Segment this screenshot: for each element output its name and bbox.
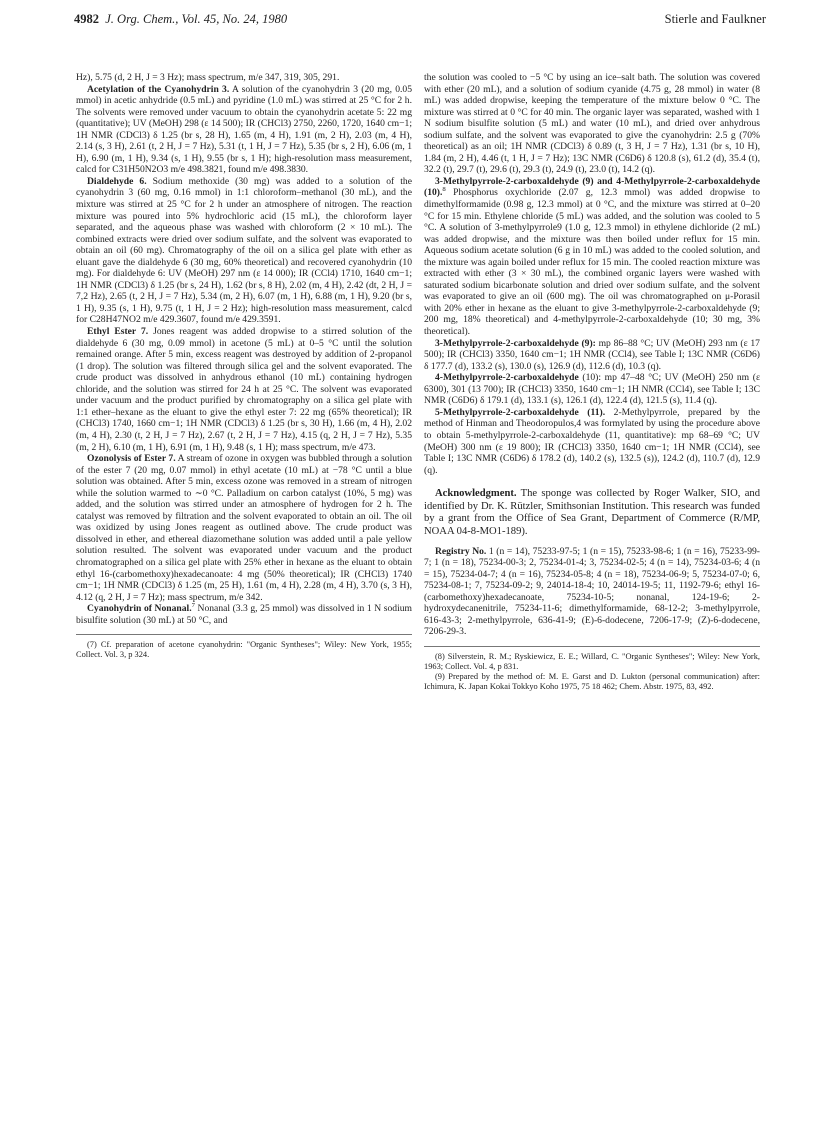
- registry-text: 1 (n = 14), 75233-97-5; 1 (n = 15), 75233-98-6; 1 (n = 16), 75233-99-7; 1 (n = 18), 75234-00-3; 2, 75234-01-4; 3, 75234-02-5; 4 (n = 14), 75234-03-6; 4 (n = 15), 75234-04-7; 4 (n = 16), 75234-05-8; 4 (n = 18), 75234-06-9; 5, 75234-07-0; 6, 75234-08-1; 7, 75234-09-2; 9, 24014-18-4; 10, 24014-19-5; 11, 1192-79-6; ethyl 16-(carbomethoxy)hexadecanoate, 75234-10-5; nonanal, 124-19-6; 2-hydroxydecanenitrile, 75234-11-6; dimethylformamide, 68-12-2; 3-methylpyrrole, 616-43-3; 2-methylpyrrole, 636-41-9; (E)-6-dodecene, 7206-17-9; (Z)-6-dodecene, 7206-29-3.: [424, 545, 761, 638]
- section-heading: 4-Methylpyrrole-2-carboxaldehyde: [435, 372, 579, 384]
- footnote-7: (7) Cf. preparation of acetone cyanohydrin: "Organic Syntheses"; Wiley: New York, 1955; Collect. Vol. 3, p 324.: [76, 640, 412, 660]
- paragraph-compound-11: [424, 407, 760, 476]
- paragraph-ozonolysis: [76, 453, 412, 603]
- section-heading: Ozonolysis of Ester 7.: [87, 453, 176, 465]
- paragraph-text: Jones reagent was added dropwise to a stirred solution of the dialdehyde 6 (30 mg, 0.09 mmol) in acetone (5 mL) at 0–5 °C until the solution remained orange. After 5 min, excess reagent was destroyed by addition of 2-propanol (1 drop). The solution was filtered through silica gel and the solvent evaporated. The crude product was dissolved in anhydrous ethanol (10 mL) containing hydrogen chloride, and the solution was stirred for 24 h at 25 °C. The solvent was evaporated under vacuum and the product purified by chromatography on a silica gel plate with 1:1 ether–hexane as the eluant to give the ethyl ester 7: 22 mg (65% theoretical); IR (CHCl3) 1740, 1660 cm−1; 1H NMR (CDCl3) δ 1.25 (br s, 30 H), 1.66 (m, 4 H), 2.02 (m, 4 H), 2.30 (t, 2 H, J = 7 Hz), 2.67 (t, 2 H, J = 7 Hz), 4.15 (q, 2 H, J = 7 Hz), 5.35 (m, 2 H), 6.10 (m, 1 H), 6.91 (m, 1 H), 9.48 (s, 1 H); mass spectrum, m/e 473.: [76, 326, 412, 453]
- acknowledgment: [424, 488, 760, 538]
- section-heading: Ethyl Ester 7.: [87, 326, 149, 338]
- paragraph: Hz), 5.75 (d, 2 H, J = 3 Hz); mass spectrum, m/e 347, 319, 305, 291.: [76, 72, 340, 83]
- journal-citation: J. Org. Chem., Vol. 45, No. 24, 1980: [105, 12, 288, 26]
- page-number: 4982: [74, 12, 99, 26]
- section-heading: Cyanohydrin of Nonanal.: [87, 603, 192, 615]
- footnote-ref: 8: [442, 186, 446, 194]
- section-heading: 3-Methylpyrrole-2-carboxaldehyde (9) and 4-Methylpyrrole-2-carboxaldehyde (10).: [424, 175, 760, 199]
- paragraph-dialdehyde: [76, 176, 412, 326]
- paragraph-text: (10): mp 47–48 °C; UV (MeOH) 250 nm (ε 6300), 301 (13 700); IR (CHCl3) 3350, 1640 cm−1; 1H NMR (CCl4), see Table I; 13C NMR (C6D6) δ 179.1 (d), 133.1 (s), 126.1 (d), 122.4 (d), 121.5 (s), 11.4 (q).: [424, 372, 760, 407]
- paragraph-text: Nonanal (3.3 g, 25 mmol) was dissolved in 1 N sodium bisulfite solution (30 mL) at 50 °C, and: [76, 603, 412, 626]
- acknowledgment-text: The sponge was collected by Roger Walker, SIO, and identified by Dr. K. Rützler, Smithsonian Institution. This research was funded by a grant from the Office of Sea Grant, Department of Commerce (R/MP, NOAA 04-8-MO1-189).: [424, 488, 760, 537]
- section-heading: Dialdehyde 6.: [87, 175, 147, 187]
- paragraph-text: mp 86–88 °C; UV (MeOH) 293 nm (ε 17 500); IR (CHCl3) 3350, 1640 cm−1; 1H NMR (CCl4), see Table I; 13C NMR (C6D6) δ 177.7 (d), 133.2 (s), 130.0 (s), 126.9 (d), 112.6 (d), 10.3 (q).: [424, 337, 760, 372]
- paragraph-text: Phosphorus oxychloride (2.07 g, 12.3 mmol) was added dropwise to dimethylformamide (0.98 g, 12.3 mmol) at 0 °C, and the mixture was stirred at 0–20 °C for 15 min. Ethylene chloride (5 mL) was added, and the solution was cooled to 5 °C. A solution of 3-methylpyrrole9 (1.0 g, 12.3 mmol) in ethylene dichloride (2 mL) was added dropwise, and the mixture was then boiled under reflux for 15 min. Aqueous sodium acetate solution (6 g in 10 mL) was added to the cooled solution, and the mixture was again boiled under reflux for 15 min. The cooled reaction mixture was extracted with ether (3 × 30 mL), the combined organic layers were washed with saturated sodium bicarbonate solution and dried over sodium sulfate, and the solvent was evaporated to give an oil (600 mg). The oil was chromatographed on μ-Porasil with 20% ether in hexane as the eluant to give 3-methylpyrrole-2-carboxaldehyde (9; 200 mg, 18% theoretical) and 4-methylpyrrole-2-carboxaldehyde (10; 30 mg, 3% theoretical).: [424, 187, 760, 338]
- footnote-ref: 7: [191, 601, 195, 609]
- footnote-9: (9) Prepared by the method of: M. E. Garst and D. Lukton (personal communication) after: Ichimura, K. Japan Kokai Tokkyo Koho 1975, 75 18 462; Chem. Abstr. 1975, 83, 492.: [424, 671, 760, 691]
- paragraph-acetylation: [76, 84, 412, 176]
- section-heading: 5-Methylpyrrole-2-carboxaldehyde (11).: [435, 406, 606, 418]
- header-left: [74, 12, 287, 27]
- paragraph-ethyl-ester: [76, 326, 412, 453]
- registry-numbers: [424, 546, 760, 638]
- section-heading: Acetylation of the Cyanohydrin 3.: [87, 83, 230, 95]
- footnote-divider: [424, 646, 760, 647]
- paragraph-compound-10: [424, 372, 760, 407]
- paragraph-text: A solution of the cyanohydrin 3 (20 mg, 0.05 mmol) in acetic anhydride (0.5 mL) and pyridine (1.0 mL) was stirred at 25 °C for 2 h. The solvents were removed under vacuum to obtain the cyanohydrin acetate 5: 22 mg (quantitative); UV (MeOH) 298 (ε 14 500); IR (CHCl3) 2750, 2260, 1720, 1640 cm−1; 1H NMR (CDCl3) δ 1.25 (br s, 28 H), 1.65 (m, 4 H), 1.91 (m, 2 H), 2.03 (m, 4 H), 2.14 (s, 3 H), 2.61 (t, 2 H, J = 7 Hz), 5.31 (t, 1 H, J = 7 Hz), 5.35 (br s, 2 H), 6.06 (m, 1 H), 6.90 (m, 1 H), 9.34 (s, 1 H), 9.55 (br s, 1 H); high-resolution mass measurement, calcd for C31H50N2O3 m/e 498.3821, found m/e 498.3830.: [76, 83, 413, 176]
- acknowledgment-heading: Acknowledgment.: [435, 488, 517, 500]
- section-heading: 3-Methylpyrrole-2-carboxaldehyde (9):: [435, 337, 596, 349]
- left-column: [76, 72, 412, 660]
- footnote-divider: [76, 634, 412, 635]
- paragraph-text: A stream of ozone in oxygen was bubbled through a solution of the ester 7 (20 mg, 0.07 mmol) in ethyl acetate (10 mL) at −78 °C until a blue solution was obtained. After 5 min, excess ozone was removed in a stream of nitrogen while the solution warmed to ∼0 °C. Palladium on carbon catalyst (10%, 5 mg) was added, and the solution was stirred under an atmosphere of hydrogen for 2 h. The catalyst was removed by filtration and the solvent evaporated to obtain an oil. The oil was oxidized by using Jones reagent as outlined above. The crude product was dissolved in ether, and ethereal diazomethane solution was added until a pale yellow solution resulted. The solvent was evaporated under vacuum and the product chromatographed on a silica gel plate with 25% ether in hexane as the eluant to obtain ethyl 16-(carbomethoxy)hexadecanoate: 4 mg (50% theoretical); IR (CHCl3) 1740 cm−1; 1H NMR (CDCl3) δ 1.25 (m, 25 H), 1.61 (m, 4 H), 2.28 (m, 4 H), 3.70 (s, 3 H), 4.12 (q, 2 H, J = 7 Hz); mass spectrum, m/e 342.: [76, 453, 412, 603]
- right-column: [424, 72, 760, 692]
- paragraph-cyanohydrin-nonanal: [76, 603, 412, 626]
- registry-heading: Registry No.: [435, 545, 487, 557]
- header-authors: Stierle and Faulkner: [664, 12, 766, 26]
- paragraph-pyrrole-aldehydes: [424, 176, 760, 338]
- paragraph-text: 2-Methylpyrrole, prepared by the method of Hinman and Theodoropulos,4 was formylated by using the procedure above to obtain 5-methylpyrrole-2-carboxaldehyde (11, quantitative): mp 68–69 °C; UV (MeOH) 300 nm (ε 19 800); IR (CHCl3) 3350, 1640 cm−1; 1H NMR (CCl4), see Table I; 13C NMR (C6D6) δ 178.2 (d), 140.2 (s), 132.5 (s)), 124.2 (d), 110.7 (d), 12.9 (q).: [424, 406, 760, 476]
- running-header: [74, 12, 766, 30]
- paragraph: the solution was cooled to −5 °C by using an ice–salt bath. The solution was covered with ether (20 mL), and a solution of sodium cyanide (4.75 g, 28 mmol) in water (8 mL) was added dropwise, keeping the temperature of the mixture below 0 °C. The mixture was stirred at 0 °C for 40 min. The organic layer was separated, washed with 1 N sodium bisulfite solution (5 mL) and water (10 mL), and dried over anhydrous sodium sulfate, and the solvent was evaporated to give the cyanohydrin: 2.5 g (70% theoretical) as an oil; 1H NMR (CDCl3) δ 0.89 (t, 3 H, J = 7 Hz), 1.31 (br s, 10 H), 1.84 (m, 2 H), 4.46 (t, 1 H, J = 7 Hz); 13C NMR (C6D6) δ 120.8 (s), 61.2 (d), 35.4 (t), 32.2 (t), 29.7 (t), 29.6 (t), 29.3 (t), 24.9 (t), 23.0 (t), 14.2 (q).: [424, 72, 760, 176]
- footnote-8: (8) Silverstein, R. M.; Ryskiewicz, E. E.; Willard, C. "Organic Syntheses"; Wiley: New York, 1963; Collect. Vol. 4, p 831.: [424, 651, 760, 671]
- paragraph-compound-9: [424, 338, 760, 373]
- paragraph-text: Sodium methoxide (30 mg) was added to a solution of the cyanohydrin 3 (60 mg, 0.16 mmol) in 1:1 chloroform–methanol (30 mL), and the mixture was stirred at 25 °C for 2 h under an atmosphere of nitrogen. The reaction mixture was poured into 5% hydrochloric acid (15 mL), the chloroform layer separated, and the aqueous phase was washed with chloroform (2 × 10 mL). The combined extracts were dried over sodium sulfate, and the solvent was evaporated to obtain an oil (60 mg). Chromatography of the oil on a silica gel plate with ether as eluant gave the dialdehyde 6 (30 mg, 60% theoretical) and recovered cyanohydrin (10 mg). For dialdehyde 6: UV (MeOH) 297 nm (ε 14 000); IR (CCl4) 1710, 1640 cm−1; 1H NMR (CDCl3) δ 1.25 (br s, 24 H), 1.62 (br s, 8 H), 2.02 (m, 4 H), 2.42 (dt, 2 H, J = 7,2 Hz), 2.65 (t, 2 H, J = 7 Hz), 5.34 (m, 2 H), 6.07 (m, 1 H), 6.88 (m, 1 H), 9.20 (br s, 1 H), 9.35 (s, 1 H), 9.75 (t, 1 H, J = 2 Hz); high-resolution mass measurement, calcd for C28H47NO2 m/e 429.3607, found m/e 429.3591.: [76, 175, 412, 326]
